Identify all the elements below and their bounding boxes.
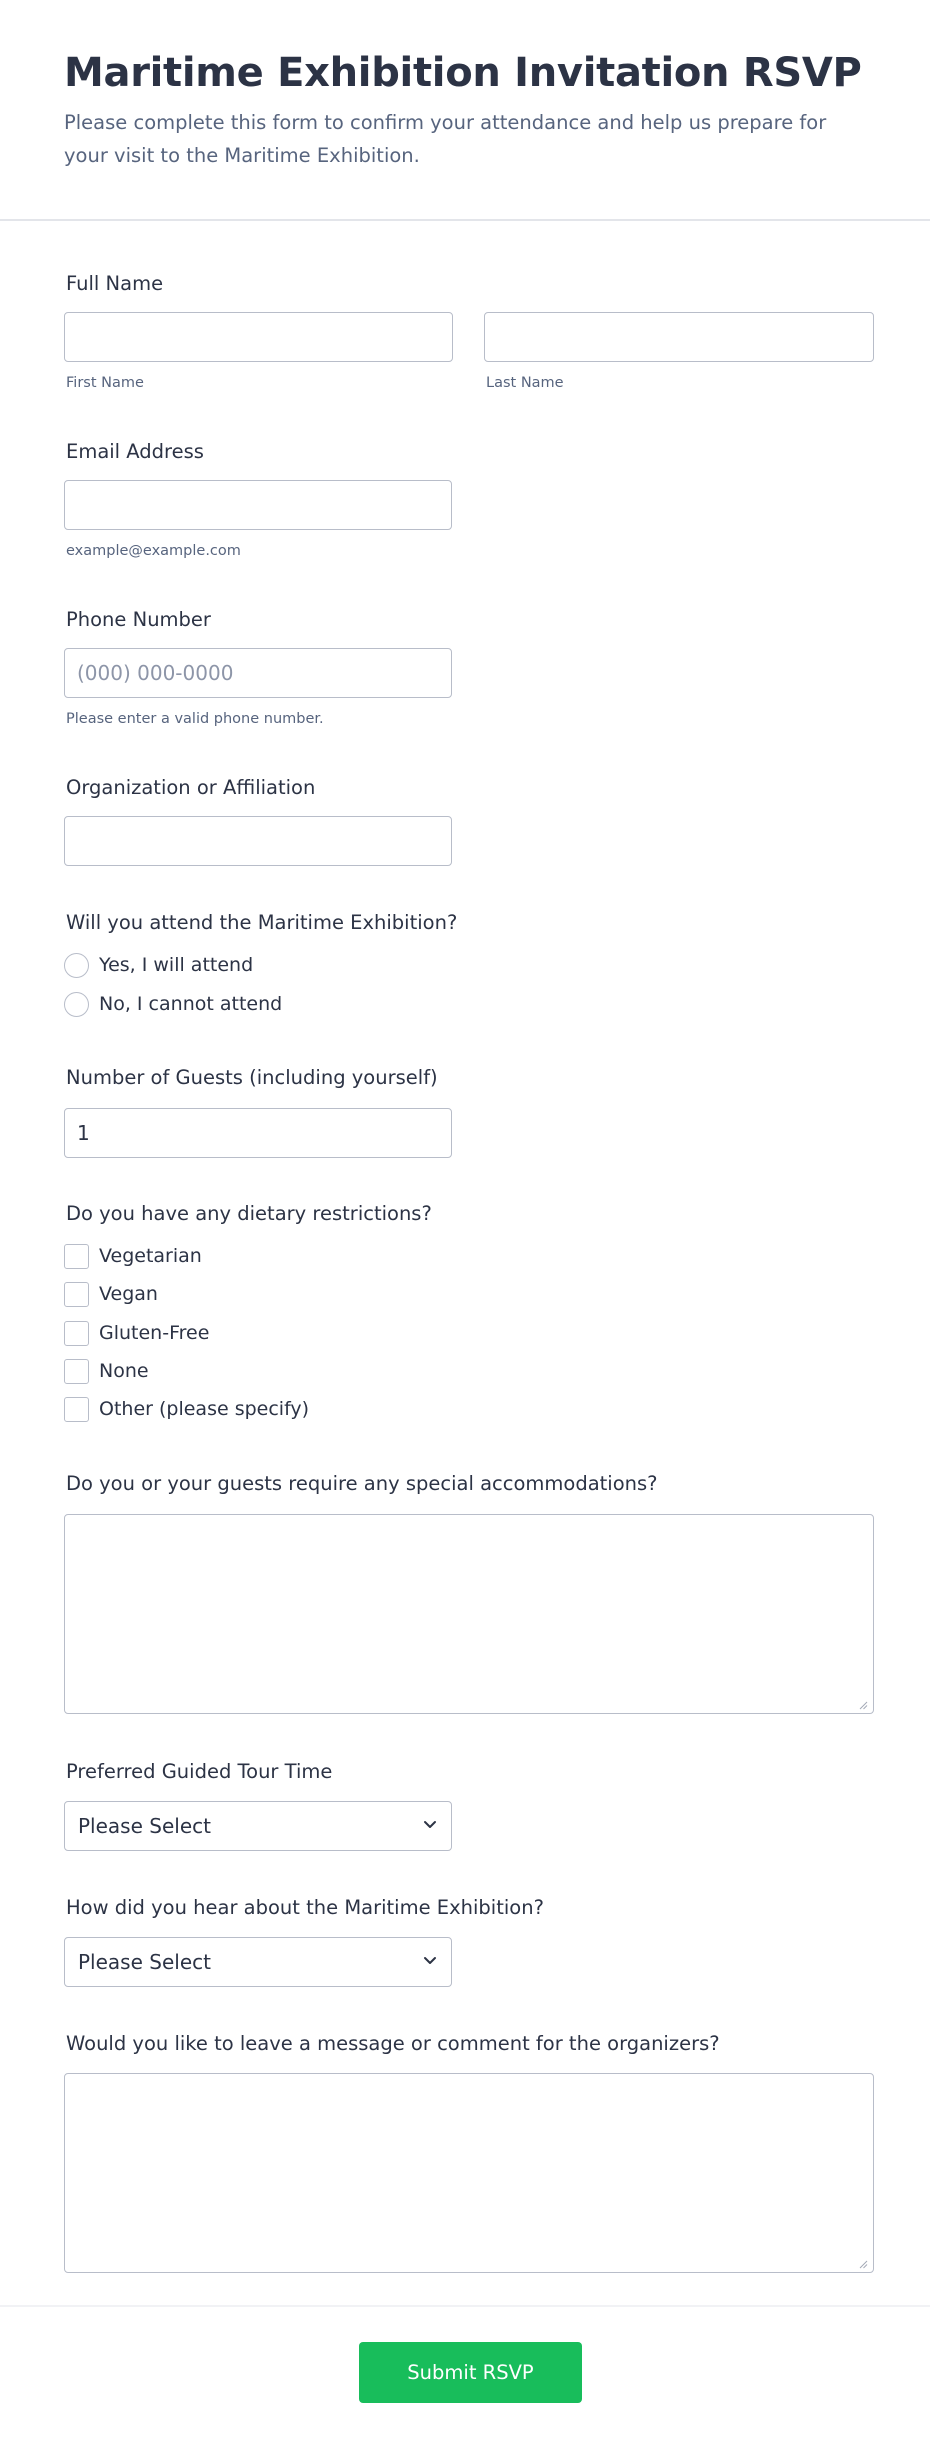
radio-button[interactable] (64, 953, 89, 978)
resize-grip-icon[interactable] (858, 2259, 868, 2269)
dietary-label: Do you have any dietary restrictions? (66, 1202, 432, 1225)
resize-grip-icon[interactable] (858, 1700, 868, 1710)
dietary-option-label: Gluten-Free (99, 1322, 210, 1344)
referral-select[interactable] (64, 1937, 452, 1987)
dietary-option-label: Vegan (99, 1283, 158, 1305)
dietary-option-vegetarian[interactable] (64, 1243, 202, 1269)
phone-label: Phone Number (66, 608, 211, 631)
referral-selected-value: Please Select (78, 1950, 211, 1974)
guests-label: Number of Guests (including yourself) (66, 1066, 438, 1089)
accommodations-label: Do you or your guests require any special accommodations? (66, 1472, 658, 1495)
last-name-sublabel: Last Name (486, 375, 564, 391)
tour-time-select[interactable] (64, 1801, 452, 1851)
attendance-option-label: No, I cannot attend (99, 993, 283, 1015)
comments-label: Would you like to leave a message or comment for the organizers? (66, 2032, 720, 2055)
phone-sublabel: Please enter a valid phone number. (66, 711, 324, 727)
referral-label: How did you hear about the Maritime Exhibition? (66, 1896, 544, 1919)
radio-button[interactable] (64, 992, 89, 1017)
accommodations-textarea[interactable] (64, 1514, 874, 1714)
attendance-option-no[interactable] (64, 991, 282, 1017)
guests-input[interactable] (64, 1108, 452, 1158)
first-name-sublabel: First Name (66, 375, 144, 391)
email-sublabel: example@example.com (66, 543, 241, 559)
tour-time-selected-value: Please Select (78, 1814, 211, 1838)
dietary-option-vegan[interactable] (64, 1281, 158, 1307)
attendance-label: Will you attend the Maritime Exhibition? (66, 911, 458, 934)
submit-rsvp-button[interactable]: Submit RSVP (359, 2342, 582, 2403)
email-field[interactable] (64, 480, 452, 530)
attendance-option-yes[interactable] (64, 952, 253, 978)
first-name-input[interactable] (64, 312, 453, 362)
checkbox[interactable] (64, 1244, 89, 1269)
chevron-down-icon (423, 1956, 437, 1966)
organization-input[interactable] (64, 816, 452, 866)
checkbox[interactable] (64, 1282, 89, 1307)
form-header (0, 0, 930, 221)
tour-time-label: Preferred Guided Tour Time (66, 1760, 333, 1783)
attendance-option-label: Yes, I will attend (99, 954, 254, 976)
last-name-input[interactable] (484, 312, 874, 362)
checkbox[interactable] (64, 1321, 89, 1346)
checkbox[interactable] (64, 1397, 89, 1422)
form-description: Please complete this form to confirm your attendance and help us prepare for your visit to the Maritime Exhibition. (64, 111, 827, 167)
full-name-label: Full Name (66, 272, 164, 295)
phone-input[interactable] (64, 648, 452, 698)
dietary-option-other[interactable] (64, 1396, 309, 1422)
email-label: Email Address (66, 440, 204, 463)
dietary-option-label: None (99, 1360, 149, 1382)
dietary-option-label: Vegetarian (99, 1245, 202, 1267)
chevron-down-icon (423, 1820, 437, 1830)
page-title: Maritime Exhibition Invitation RSVP (64, 50, 862, 96)
dietary-option-none[interactable] (64, 1358, 149, 1384)
dietary-option-gluten-free[interactable] (64, 1320, 209, 1346)
comments-textarea[interactable] (64, 2073, 874, 2273)
checkbox[interactable] (64, 1359, 89, 1384)
organization-label: Organization or Affiliation (66, 776, 316, 799)
dietary-option-label: Other (please specify) (99, 1398, 310, 1420)
